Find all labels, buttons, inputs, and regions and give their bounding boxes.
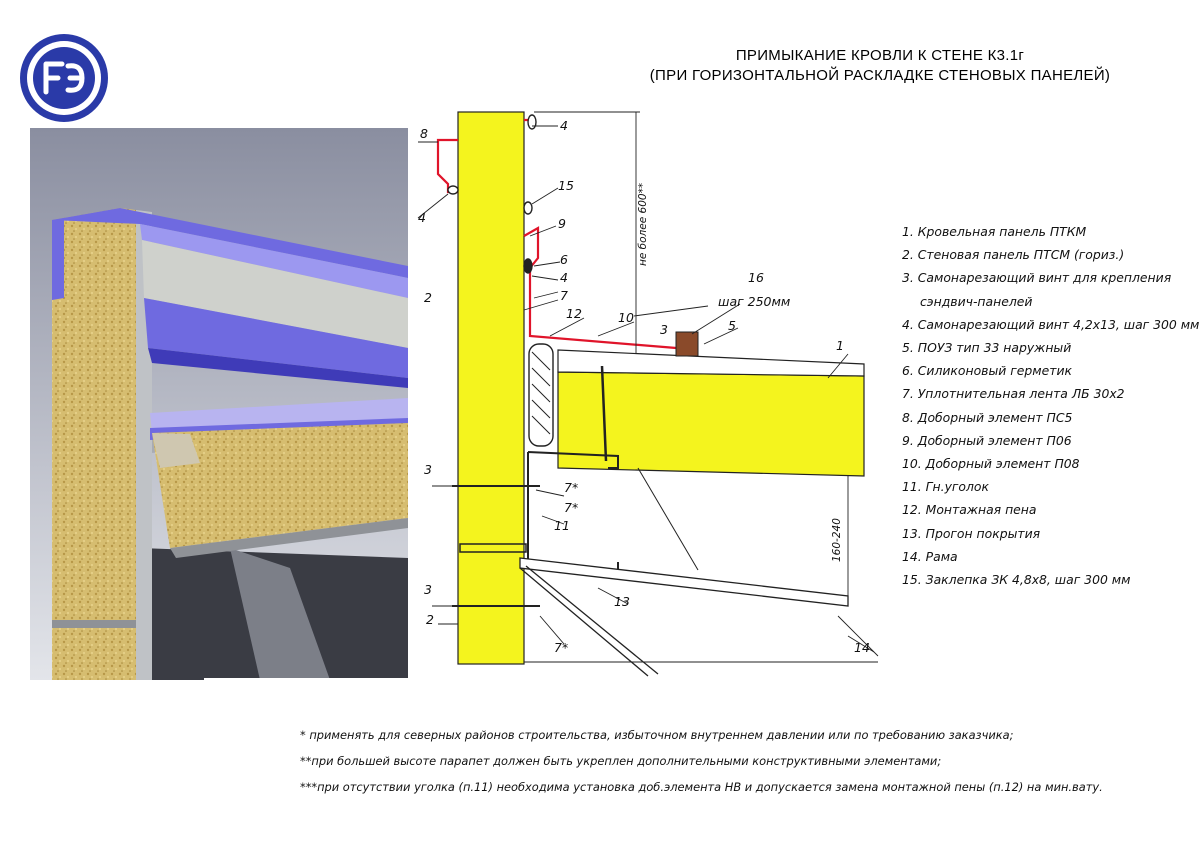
callout-4a: 4 [560, 118, 568, 133]
callout-1: 1 [836, 338, 844, 353]
dim-parapet: не более 600** [637, 182, 649, 266]
footnote-2: **при большей высоте парапет должен быть укреплен дополнительными конструктивными элементами; [300, 754, 942, 768]
legend-item-11: 11. Гн.уголок [902, 479, 989, 495]
callout-15: 15 [558, 178, 574, 193]
legend-item-3: 3. Самонарезающий винт для крепления [902, 270, 1172, 286]
callout-6: 6 [560, 252, 568, 267]
parts-legend [902, 220, 1200, 591]
mounting-foam [529, 344, 553, 446]
callout-12: 12 [566, 306, 582, 321]
legend-item-13: 13. Прогон покрытия [902, 525, 1041, 541]
callout-7c: 7* [564, 500, 579, 515]
callout-2b: 2 [426, 612, 434, 627]
title-line-2: (ПРИ ГОРИЗОНТАЛЬНОЙ РАСКЛАДКЕ СТЕНОВЫХ ПАНЕЛЕЙ) [649, 67, 1111, 84]
callout-3b: 3 [424, 462, 432, 477]
pitch-note: шаг 250мм [718, 294, 791, 309]
callout-3c: 3 [424, 582, 432, 597]
legend-item-3-cont: сэндвич-панелей [920, 293, 1033, 309]
callout-7d: 7* [554, 640, 569, 655]
footnote-1: * применять для северных районов строительства, избыточном внутреннем давлении или по требованию заказчика; [300, 728, 1014, 742]
legend-item-12: 12. Монтажная пена [902, 502, 1037, 518]
page-title [560, 46, 1200, 86]
callout-2a: 2 [424, 290, 432, 305]
legend-item-14: 14. Рама [902, 548, 958, 564]
footnote-3: ***при отсутствии уголка (п.11) необходима установка доб.элемента НВ и допускается замена монтажной пены (п.12) на мин.вату. [300, 780, 1103, 794]
roof-junction-3d-rendering [30, 128, 408, 680]
legend-item-5: 5. ПОУЗ тип 33 наружный [902, 340, 1072, 356]
rendering-cutout [204, 678, 414, 688]
legend-item-7: 7. Уплотнительная лента ЛБ 30х2 [902, 386, 1125, 402]
callout-9: 9 [558, 216, 566, 231]
callout-7b: 7* [564, 480, 579, 495]
legend-item-1: 1. Кровельная панель ПТКМ [902, 224, 1087, 239]
section-drawing [408, 96, 900, 692]
legend-item-8: 8. Доборный элемент ПС5 [902, 409, 1073, 425]
company-logo [16, 30, 112, 126]
footnotes [300, 722, 1180, 800]
callout-11: 11 [554, 518, 570, 533]
legend-item-15: 15. Заклепка ЗК 4,8х8, шаг 300 мм [902, 572, 1131, 588]
callout-5: 5 [728, 318, 736, 333]
callout-3a: 3 [660, 322, 668, 337]
callout-7a: 7 [560, 288, 568, 303]
dim-purlin: 160-240 [831, 518, 843, 562]
legend-item-6: 6. Силиконовый герметик [902, 363, 1072, 379]
title-line-1: ПРИМЫКАНИЕ КРОВЛИ К СТЕНЕ К3.1г [735, 47, 1025, 64]
callout-4b: 4 [418, 210, 426, 225]
callout-10: 10 [618, 310, 634, 325]
legend-item-2: 2. Стеновая панель ПТСМ (гориз.) [902, 247, 1125, 263]
callout-16: 16 [748, 270, 764, 285]
legend-item-10: 10. Доборный элемент П08 [902, 456, 1080, 472]
callout-14: 14 [854, 640, 870, 655]
wall-panel [458, 112, 524, 664]
callout-4c: 4 [560, 270, 568, 285]
callout-8: 8 [420, 126, 428, 141]
legend-item-9: 9. Доборный элемент П06 [902, 432, 1072, 448]
legend-item-4: 4. Самонарезающий винт 4,2х13, шаг 300 мм [902, 316, 1200, 332]
callout-13: 13 [614, 594, 630, 609]
